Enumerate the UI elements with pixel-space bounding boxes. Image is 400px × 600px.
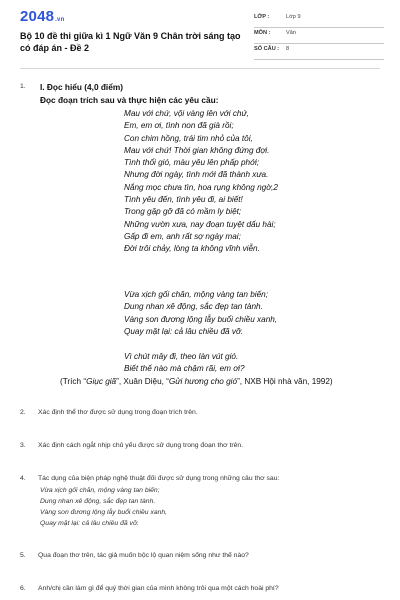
poem-line: Biết thế nào mà chậm rãi, em ơi? bbox=[124, 364, 245, 374]
question-number: 6. bbox=[20, 585, 26, 592]
question-text: Xác định thể thơ được sử dụng trong đoạn trích trên. bbox=[38, 409, 198, 416]
verse-line: Quay mặt lại: cả lâu chiều đã vỡ. bbox=[40, 520, 139, 527]
citation-text: ”, NXB Hội nhà văn, 1992) bbox=[237, 377, 333, 386]
poem-line: Nhưng đời ngày, tình mới đã thành xưa. bbox=[124, 170, 269, 180]
verse-line: Vừa xịch gối chăn, mộng vàng tan biến; bbox=[40, 487, 160, 494]
header-divider bbox=[20, 68, 380, 69]
site-logo[interactable] bbox=[20, 8, 64, 25]
poem-line: Đời trôi chảy, lòng ta không vĩnh viễn. bbox=[124, 244, 260, 254]
poem-line: Nắng mọc chưa tìn, hoa rụng không ngờ,2 bbox=[124, 182, 278, 192]
exam-meta bbox=[254, 12, 384, 60]
meta-divider bbox=[254, 59, 384, 60]
exam-title: Bộ 10 đề thi giữa kì 1 Ngữ Văn 9 Chân trời sáng tạo có đáp án - Đề 2 bbox=[20, 31, 241, 53]
meta-label: SỐ CÂU : bbox=[254, 46, 280, 52]
meta-value: Văn bbox=[286, 30, 296, 36]
meta-row-count bbox=[254, 44, 384, 60]
question-number: 5. bbox=[20, 552, 26, 559]
question-text: Xác định cách ngắt nhịp chủ yếu được sử dụng trong đoạn thơ trên. bbox=[38, 442, 244, 449]
meta-label: LỚP : bbox=[254, 14, 270, 20]
poem-line: Trong gặp gỡ đã có mầm ly biệt; bbox=[124, 207, 242, 217]
meta-label: MÔN : bbox=[254, 30, 271, 36]
question-text: Qua đoạn thơ trên, tác giả muốn bộc lộ quan niệm sống như thế nào? bbox=[38, 552, 249, 559]
meta-row-subject bbox=[254, 28, 384, 44]
poem-citation bbox=[60, 377, 333, 386]
question-number: 1. bbox=[20, 83, 26, 90]
poem-line: Quay mặt lại: cả lâu chiều đã vỡ. bbox=[124, 326, 244, 336]
poem-line: Vàng son đương lộng lẫy buổi chiều xanh, bbox=[124, 314, 278, 324]
instruction-heading: Đọc đoạn trích sau và thực hiện các yêu cầu: bbox=[40, 95, 219, 105]
citation-text: ”, Xuân Diệu, “ bbox=[116, 377, 169, 386]
citation-text: (Trích “ bbox=[60, 377, 87, 386]
citation-collection: Gửi hương cho gió bbox=[168, 377, 238, 386]
poem-line: Tình thổi gió, màu yêu lên phấp phới; bbox=[124, 158, 260, 168]
poem-line: Những vườn xưa, nay đoạn tuyệt dấu hài; bbox=[124, 219, 276, 229]
question-number: 4. bbox=[20, 475, 26, 482]
poem-line: Con chim hồng, trái tim nhỏ của tôi, bbox=[124, 133, 253, 143]
poem-stanza-2 bbox=[124, 289, 394, 338]
poem-line: Vừa xịch gối chăn, mộng vàng tan biến; bbox=[124, 290, 269, 299]
question-text: Anh/chị cần làm gì để quý thời gian của mình không trôi qua một cách hoài phí? bbox=[38, 585, 279, 592]
poem-line: Gấp đi em, anh rất sợ ngày mai; bbox=[124, 231, 241, 241]
question-text: Tác dụng của biện pháp nghệ thuật đối được sử dụng trong những câu thơ sau: bbox=[38, 475, 280, 482]
meta-value: Lớp 9 bbox=[286, 14, 301, 20]
poem-line: Vì chút mây đi, theo làn vút gió. bbox=[124, 352, 239, 361]
poem-line: Mau với chứ, vội vàng lên với chứ, bbox=[124, 109, 249, 118]
meta-value: 8 bbox=[286, 46, 290, 52]
poem-line: Mau với chứ! Thời gian không đứng đợi. bbox=[124, 145, 270, 155]
poem-line: Em, em ơi, tình non đã già rồi; bbox=[124, 121, 234, 131]
poem-line: Dung nhan xê động, sắc đẹp tan tành. bbox=[124, 302, 263, 312]
verse-line: Dung nhan xê động, sắc đẹp tan tành. bbox=[40, 498, 156, 505]
logo-suffix: .vn bbox=[55, 17, 65, 23]
poem-line: Tình yêu đến, tình yêu đi, ai biết! bbox=[124, 195, 243, 205]
quoted-verse bbox=[40, 485, 167, 529]
meta-row-class bbox=[254, 12, 384, 28]
question-number: 3. bbox=[20, 442, 26, 449]
verse-line: Vàng son đương lộng lẫy buổi chiều xanh, bbox=[40, 509, 168, 516]
section-heading: I. Đọc hiểu (4,0 điểm) bbox=[40, 82, 123, 92]
page-header bbox=[0, 0, 400, 62]
citation-work: Giục giã bbox=[86, 377, 117, 386]
poem-stanza-1 bbox=[124, 108, 394, 256]
question-number: 2. bbox=[20, 409, 26, 416]
logo-text: 2048 bbox=[20, 8, 55, 25]
poem-stanza-3 bbox=[124, 351, 394, 376]
